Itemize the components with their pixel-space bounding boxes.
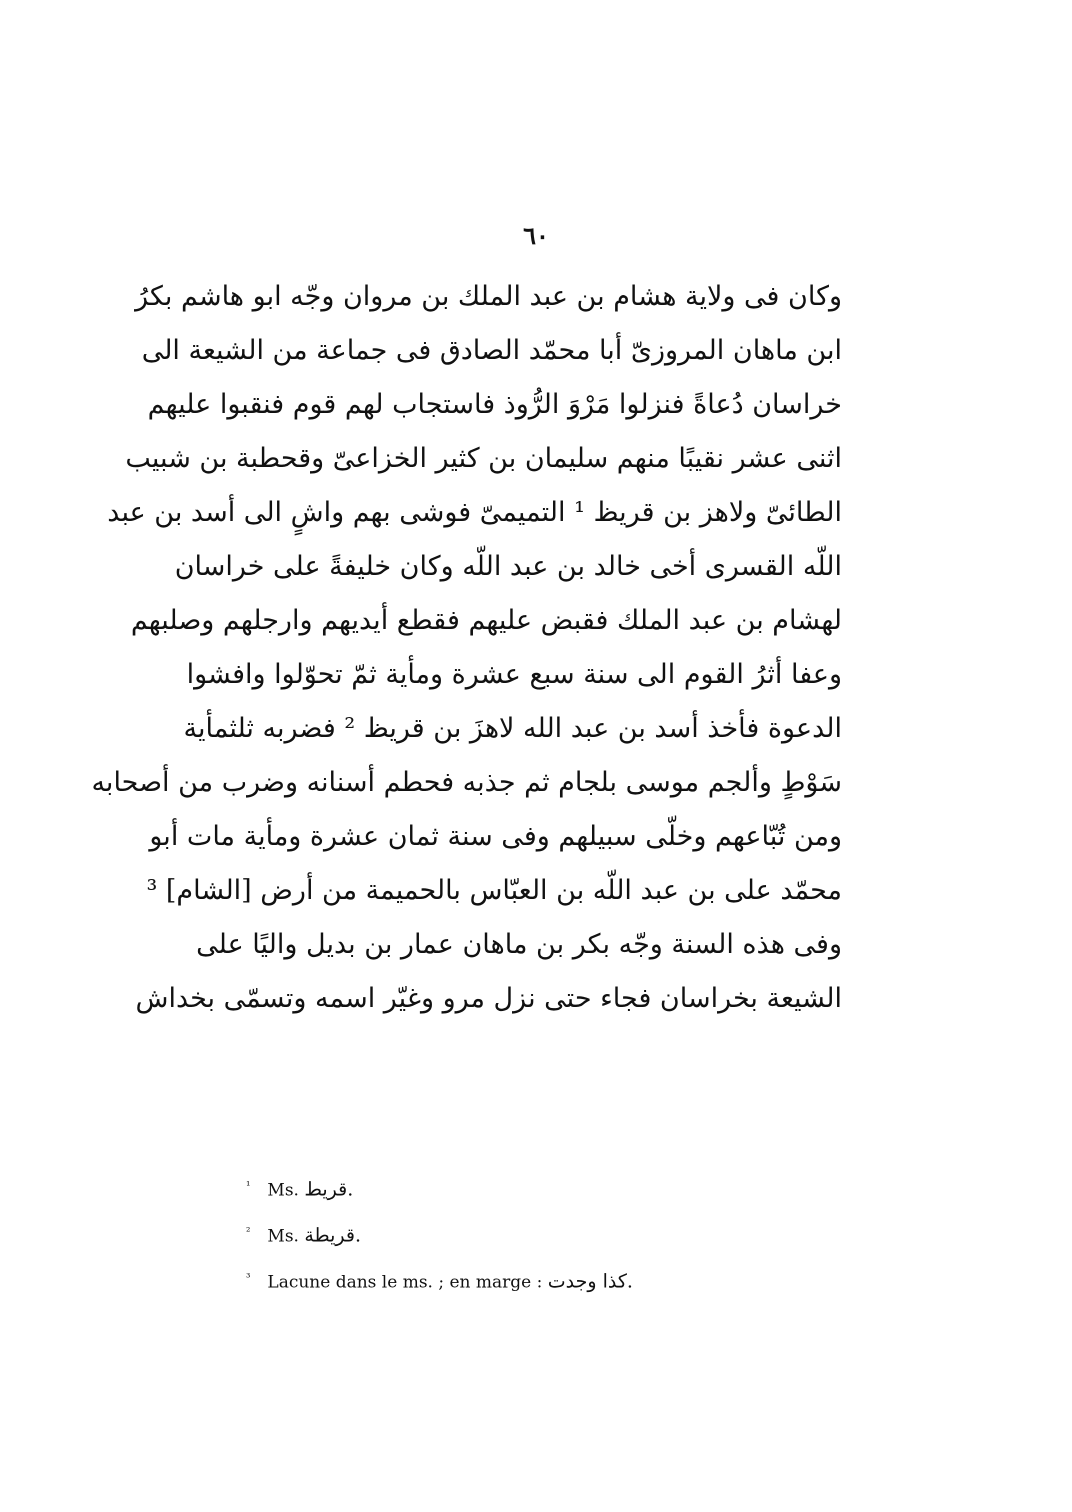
- text-line: وعفا أثرُ القوم الى سنة سبع عشرة ومأية ثمّ تحوّلوا وافشوا: [186, 659, 842, 690]
- text-line: الدعوة فأخذ أسد بن عبد الله لاهزَ بن قريظ ² فضربه ثلثمأية: [183, 713, 842, 744]
- text-line: سَوْطٍ وألجم موسى بلجام ثم جذبه فحطم أسنانه وضرب من أصحابه: [91, 767, 842, 798]
- text-line: خراسان دُعاةً فنزلوا مَرْوَ الرُّوذ فاستجاب لهم قوم فنقبوا عليهم: [147, 389, 842, 420]
- footnote-latin: Ms.: [267, 1180, 299, 1201]
- footnote-1: [246, 1172, 746, 1218]
- text-line: اللّه القسرى أخى خالد بن عبد اللّه وكان خليفةً على خراسان: [174, 551, 842, 582]
- footnote-3: [246, 1264, 746, 1310]
- text-line: لهشام بن عبد الملك فقبض عليهم فقطع أيديهم وارجلهم وصلبهم: [130, 605, 842, 636]
- text-line: محمّد على بن عبد اللّه بن العبّاس بالحميمة من أرض [الشام] ³: [146, 875, 842, 906]
- footnote-mark: ²: [246, 1225, 251, 1238]
- text-line: الشيعة بخراسان فجاء حتى نزل مرو وغيّر اسمه وتسمّى بخداش: [135, 983, 842, 1014]
- footnote-arabic: .كذا وجدت: [547, 1270, 633, 1293]
- text-line: ومن تُبّاعهم وخلّى سبيلهم وفى سنة ثمان عشرة ومأية مات أبو: [149, 821, 842, 852]
- footnote-latin: Lacune dans le ms. ; en marge :: [267, 1272, 543, 1293]
- footnote-2: [246, 1218, 746, 1264]
- main-text: [91, 270, 842, 1026]
- footnote-mark: ¹: [246, 1179, 251, 1192]
- text-line: وفى هذه السنة وجّه بكر بن ماهان عمار بن بديل واليًا على: [196, 929, 842, 960]
- text-line: الطائىّ ولاهز بن قريظ ¹ التميمىّ فوشى بهم واشٍ الى أسد بن عبد: [107, 497, 842, 528]
- footnote-arabic: .قريطة: [304, 1224, 362, 1247]
- footnote-arabic: .قريط: [304, 1178, 354, 1201]
- page-number: ٦٠: [523, 221, 549, 250]
- footnote-latin: Ms.: [267, 1226, 299, 1247]
- text-line: وكان فى ولاية هشام بن عبد الملك بن مروان وجّه ابو هاشم بكرُ: [135, 281, 842, 312]
- text-line: ابن ماهان المروزىّ أبا محمّد الصادق فى جماعة من الشيعة الى: [141, 335, 842, 366]
- footnotes: [246, 1172, 746, 1310]
- text-line: اثنى عشر نقيبًا منهم سليمان بن كثير الخزاعىّ وقحطبة بن شبيب: [125, 443, 842, 474]
- footnote-mark: ³: [246, 1271, 251, 1284]
